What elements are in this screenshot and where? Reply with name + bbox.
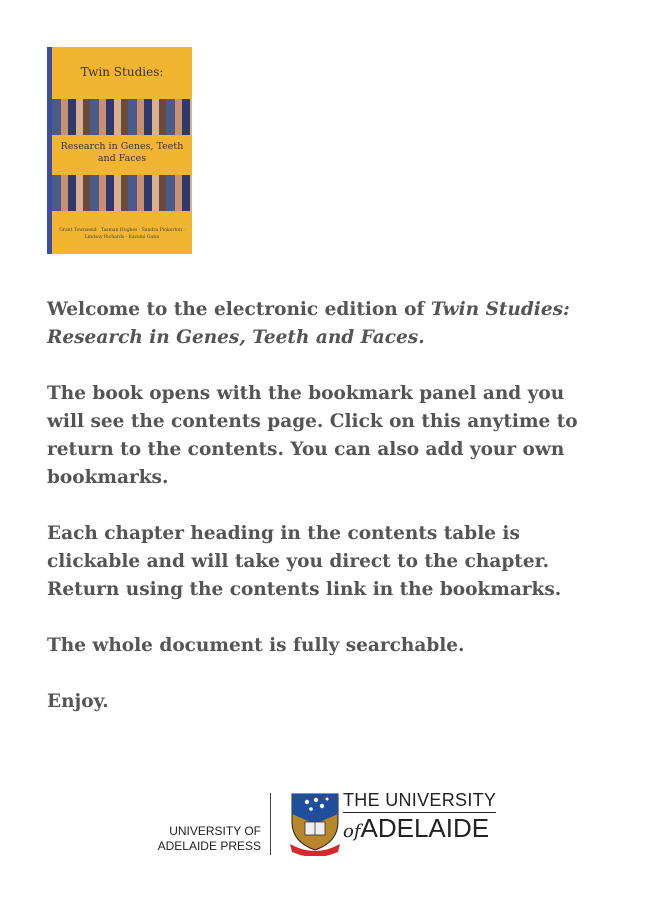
university-of-adelaide-logo: [343, 790, 496, 847]
enjoy-paragraph: Enjoy.: [47, 691, 109, 712]
cover-subtitle: Research in Genes, Teeth and Faces: [60, 141, 184, 164]
uni-line-1: THE UNIVERSITY: [343, 790, 496, 813]
cover-photo-strip: [52, 99, 192, 135]
search-paragraph: The whole document is fully searchable.: [47, 635, 465, 656]
uni-of: of: [343, 821, 361, 842]
uni-line-2: ADELAIDE: [360, 813, 490, 843]
chapter-paragraph: Each chapter heading in the contents table is clickable and will take you direct to the chapter. Return using the contents link in the bookmarks.: [47, 523, 562, 600]
book-title: Twin Studies: Research in Genes, Teeth and Faces.: [47, 299, 570, 348]
intro-text: Welcome to the electronic edition of: [47, 299, 431, 320]
cover-authors: Grant Townsend · Tasman Hughes · Sandra Pinkerton · Lindsay Richards · Kazumi Gunn: [59, 228, 185, 240]
press-line-2: ADELAIDE PRESS: [157, 839, 261, 853]
press-line-1: UNIVERSITY OF: [169, 824, 261, 838]
welcome-text: [47, 296, 607, 744]
adelaide-press-logo: [155, 824, 261, 854]
intro-paragraph: [47, 296, 607, 352]
cover-photo-strip: [52, 175, 192, 211]
logo-divider: [270, 793, 271, 855]
university-crest-icon: [289, 792, 341, 856]
bookmark-paragraph: The book opens with the bookmark panel and you will see the contents page. Click on this anytime to return to the contents. You can also add your own bookmarks.: [47, 383, 578, 488]
book-cover: [47, 47, 192, 254]
cover-title: Twin Studies:: [80, 65, 164, 79]
